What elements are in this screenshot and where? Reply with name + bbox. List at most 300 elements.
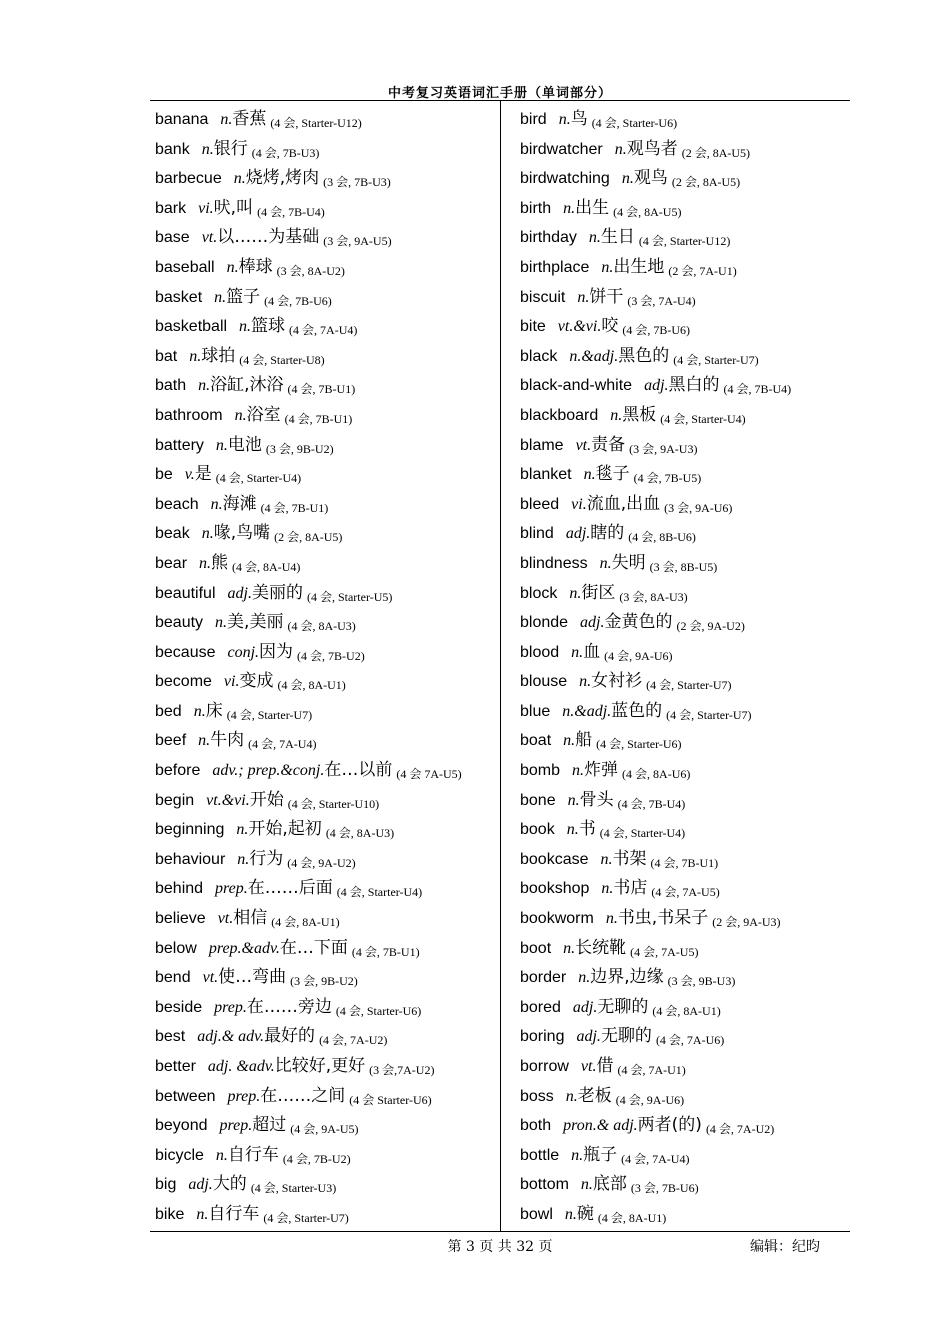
- vocab-entry: [155, 489, 495, 519]
- entry-word: bookworm: [520, 910, 594, 928]
- entry-part-of-speech: n.: [558, 111, 571, 128]
- vocab-entry: [155, 104, 495, 134]
- entry-level-unit: (4 会, 7B-U4): [723, 382, 792, 397]
- entry-level-unit: (4 会, 7B-U6): [622, 323, 691, 338]
- entry-word: beginning: [155, 821, 225, 839]
- entry-level-unit: (2 会, 8A-U5): [671, 175, 741, 190]
- entry-meaning: 流血,出血: [586, 493, 661, 514]
- vocab-entry: [155, 1081, 495, 1111]
- entry-part-of-speech: vi.: [223, 673, 240, 691]
- entry-meaning: 长统靴: [575, 937, 627, 958]
- entry-level-unit: (4 会, 9A-U6): [604, 648, 673, 663]
- entry-part-of-speech: n.: [226, 258, 239, 276]
- entry-part-of-speech: n.: [189, 347, 202, 365]
- vocab-entry: [520, 725, 850, 755]
- entry-part-of-speech: adj.: [576, 1028, 601, 1046]
- entry-meaning: 骨头: [579, 789, 614, 810]
- entry-meaning: 喙,鸟嘴: [213, 523, 271, 544]
- vocab-entry: [520, 489, 850, 519]
- entry-word: base: [155, 229, 190, 247]
- entry-word: blame: [520, 436, 564, 454]
- right-column: [520, 104, 850, 1229]
- entry-word: bomb: [520, 762, 561, 780]
- vocab-entry: [155, 1199, 495, 1229]
- entry-word: bottle: [520, 1146, 560, 1164]
- vocab-entry: [155, 252, 495, 282]
- entry-part-of-speech: adj. &adv.: [207, 1058, 275, 1075]
- entry-part-of-speech: vt.: [201, 229, 218, 247]
- entry-word: bend: [155, 969, 191, 987]
- entry-level-unit: (4 会, 8A-U1): [271, 915, 340, 930]
- vocab-entry: [520, 282, 850, 312]
- entry-level-unit: (4 会, Starter-U8): [239, 352, 325, 367]
- entry-level-unit: (4 会, 7B-U5): [633, 471, 702, 486]
- entry-word: beef: [155, 732, 187, 750]
- entry-part-of-speech: n.: [201, 140, 214, 158]
- entry-word: birthday: [520, 229, 577, 247]
- vocab-entry: [520, 134, 850, 164]
- vocab-entry: [520, 311, 850, 341]
- vocab-entry: [520, 755, 850, 785]
- vocab-entry: [520, 341, 850, 371]
- vocab-entry: [155, 193, 495, 223]
- vocab-entry: [155, 755, 495, 785]
- entry-word: bear: [155, 554, 188, 572]
- entry-level-unit: (4 会, 8B-U6): [628, 530, 696, 545]
- entry-meaning: 变成: [239, 671, 274, 692]
- entry-word: barbecue: [155, 170, 222, 188]
- entry-part-of-speech: n.: [198, 732, 211, 750]
- entry-level-unit: (4 会, Starter-U4): [215, 471, 302, 486]
- entry-part-of-speech: n.: [214, 288, 227, 306]
- entry-part-of-speech: n.: [237, 850, 250, 868]
- entry-word: better: [155, 1058, 196, 1075]
- vocab-entry: [520, 1140, 850, 1170]
- entry-word: blanket: [520, 466, 572, 484]
- entry-level-unit: (4 会, 8A-U1): [597, 1210, 667, 1225]
- entry-word: blonde: [520, 614, 569, 632]
- vocab-entry: [520, 607, 850, 637]
- entry-part-of-speech: n.: [600, 850, 613, 868]
- entry-meaning: 碗: [576, 1203, 594, 1224]
- entry-level-unit: (3 会, 7A-U4): [627, 293, 696, 308]
- entry-part-of-speech: n.: [564, 1205, 577, 1223]
- entry-level-unit: (3 会, 9B-U3): [667, 974, 736, 989]
- entry-meaning: 咬: [601, 316, 619, 337]
- entry-part-of-speech: adj.: [565, 525, 591, 543]
- entry-level-unit: (2 会, 9A-U3): [712, 915, 781, 930]
- entry-part-of-speech: n.: [566, 821, 579, 839]
- entry-word: bark: [155, 199, 187, 217]
- entry-word: beauty: [155, 614, 204, 632]
- entry-word: before: [155, 762, 201, 780]
- entry-meaning: 瞎的: [590, 523, 625, 544]
- entry-level-unit: (3 会, 8A-U2): [276, 263, 345, 278]
- entry-meaning: 街区: [581, 582, 616, 603]
- entry-level-unit: (4 会, 7A-U5): [630, 944, 699, 959]
- entry-meaning: 超过: [252, 1115, 287, 1136]
- entry-meaning: 比较好,更好: [274, 1056, 366, 1076]
- entry-part-of-speech: n.: [563, 939, 576, 957]
- vocab-entry: [155, 1169, 495, 1199]
- entry-level-unit: (4 会, Starter-U4): [336, 885, 423, 900]
- vocab-entry: [520, 193, 850, 223]
- entry-part-of-speech: n.: [571, 643, 584, 661]
- page-number: 第 3 页 共 32 页: [447, 1239, 553, 1255]
- entry-meaning: 血: [583, 641, 601, 662]
- vocab-entry: [520, 104, 850, 134]
- entry-meaning: 烧烤,烤肉: [245, 168, 320, 189]
- entry-meaning: 底部: [592, 1174, 627, 1195]
- entry-part-of-speech: n.: [215, 1146, 228, 1164]
- entry-part-of-speech: n.: [578, 969, 591, 987]
- entry-word: bleed: [520, 495, 560, 513]
- entry-part-of-speech: prep.: [215, 880, 248, 898]
- entry-meaning: 无聊的: [597, 996, 649, 1017]
- entry-level-unit: (4 会, Starter-U6): [335, 1003, 422, 1018]
- entry-word: boring: [520, 1028, 565, 1046]
- vocab-entry: [520, 430, 850, 460]
- entry-part-of-speech: pron.& adj.: [563, 1117, 638, 1135]
- entry-part-of-speech: n.: [201, 525, 214, 543]
- entry-level-unit: (2 会, 7A-U1): [668, 263, 737, 278]
- vocab-entry: [155, 282, 495, 312]
- entry-word: bite: [520, 318, 546, 336]
- entry-meaning: 球拍: [201, 345, 236, 366]
- vocab-entry: [520, 1110, 850, 1140]
- entry-word: between: [155, 1087, 216, 1105]
- entry-part-of-speech: adj.: [572, 998, 598, 1016]
- entry-meaning: 行为: [249, 848, 284, 869]
- entry-level-unit: (4 会, 8A-U5): [613, 204, 682, 219]
- entry-level-unit: (4 会, 7B-U4): [617, 796, 686, 811]
- vocab-entry: [155, 607, 495, 637]
- entry-word: bookshop: [520, 880, 590, 898]
- entry-meaning: 棒球: [238, 256, 273, 277]
- entry-meaning: 在…下面: [279, 937, 348, 958]
- entry-word: black-and-white: [520, 377, 633, 395]
- entry-part-of-speech: n.: [210, 495, 223, 513]
- entry-part-of-speech: vt.: [575, 436, 592, 454]
- entry-level-unit: (4 会, Starter-U6): [591, 116, 678, 130]
- entry-word: book: [520, 821, 555, 839]
- vocab-entry: [520, 1021, 850, 1051]
- entry-word: become: [155, 673, 212, 691]
- entry-part-of-speech: n.: [193, 702, 206, 720]
- entry-part-of-speech: adj.: [227, 584, 252, 602]
- entry-level-unit: (4 会, 7B-U2): [282, 1151, 351, 1166]
- entry-level-unit: (2 会, 8A-U5): [681, 145, 751, 160]
- entry-part-of-speech: adv.; prep.&conj.: [212, 762, 325, 780]
- vocab-entry: [155, 666, 495, 696]
- entry-level-unit: (4 会, Starter-U7): [673, 352, 759, 367]
- entry-meaning: 电池: [227, 434, 262, 455]
- entry-word: bookcase: [520, 850, 589, 868]
- vocab-entry: [520, 1199, 850, 1229]
- entry-part-of-speech: n.: [563, 199, 576, 217]
- entry-meaning: 书虫,书呆子: [617, 908, 709, 929]
- entry-level-unit: (4 会, 7B-U1): [650, 855, 719, 870]
- entry-level-unit: (4 会, 8A-U6): [622, 767, 691, 782]
- entry-part-of-speech: v.: [184, 466, 195, 484]
- entry-level-unit: (4 会, 7B-U6): [264, 293, 332, 308]
- vocab-entry: [155, 903, 495, 933]
- entry-level-unit: (4 会, 7B-U1): [260, 500, 329, 515]
- entry-word: blue: [520, 702, 551, 720]
- entry-level-unit: (4 会, Starter-U7): [263, 1210, 349, 1225]
- entry-part-of-speech: n.: [572, 762, 585, 780]
- entry-word: block: [520, 584, 558, 602]
- entry-level-unit: (3 会, 9A-U6): [664, 500, 733, 515]
- entry-part-of-speech: n.: [234, 406, 247, 424]
- entry-meaning: 书: [578, 819, 596, 840]
- entry-part-of-speech: n.: [233, 170, 246, 188]
- entry-part-of-speech: n.: [198, 377, 211, 395]
- vocab-entry: [520, 814, 850, 844]
- entry-word: blind: [520, 525, 554, 543]
- entry-word: blood: [520, 643, 560, 661]
- vocab-entry: [155, 933, 495, 963]
- entry-level-unit: (4 会, 7A-U4): [621, 1151, 690, 1166]
- entry-part-of-speech: n.: [569, 584, 582, 602]
- entry-level-unit: (3 会,7A-U2): [369, 1063, 435, 1077]
- entry-word: basketball: [155, 318, 228, 336]
- entry-part-of-speech: prep.: [219, 1117, 253, 1135]
- vocab-entry: [520, 518, 850, 548]
- entry-word: big: [155, 1176, 177, 1194]
- entry-part-of-speech: n.: [583, 466, 596, 484]
- entry-meaning: 吠,叫: [213, 197, 254, 218]
- entry-level-unit: (4 会, 9A-U5): [290, 1122, 359, 1137]
- entry-level-unit: (4 会, Starter-U3): [250, 1181, 337, 1196]
- entry-level-unit: (3 会, 8B-U5): [649, 559, 718, 574]
- vocab-entry: [520, 785, 850, 815]
- entry-meaning: 最好的: [264, 1026, 316, 1047]
- entry-meaning: 床: [205, 700, 223, 721]
- entry-part-of-speech: n.: [610, 406, 623, 424]
- entry-part-of-speech: vi.: [571, 495, 587, 513]
- entry-level-unit: (4 会, 7A-U2): [705, 1122, 775, 1137]
- entry-level-unit: (4 会 Starter-U6): [349, 1092, 432, 1107]
- vocab-entry: [520, 933, 850, 963]
- entry-part-of-speech: n.: [236, 821, 249, 839]
- entry-level-unit: (4 会, Starter-U10): [287, 796, 380, 811]
- entry-meaning: 篮球: [251, 316, 286, 337]
- entry-word: bowl: [520, 1205, 553, 1223]
- entry-part-of-speech: n.: [215, 436, 228, 454]
- vocab-entry: [155, 1051, 495, 1081]
- vocab-entry: [520, 992, 850, 1022]
- entry-part-of-speech: n.: [239, 318, 252, 336]
- column-divider: [500, 100, 501, 1231]
- entry-part-of-speech: vt.: [580, 1058, 597, 1075]
- entry-level-unit: (4 会, 8A-U4): [232, 559, 301, 574]
- entry-meaning: 开始: [249, 789, 284, 810]
- entry-meaning: 船: [575, 730, 593, 751]
- entry-part-of-speech: n.: [601, 880, 614, 898]
- entry-level-unit: (2 会, 9A-U2): [676, 619, 745, 634]
- entry-word: borrow: [520, 1058, 569, 1075]
- entry-meaning: 自行车: [227, 1144, 279, 1165]
- entry-level-unit: (3 会, 9B-U2): [265, 441, 334, 456]
- entry-meaning: 大的: [212, 1174, 247, 1195]
- entry-part-of-speech: vi.: [198, 199, 214, 217]
- entry-word: bath: [155, 377, 187, 395]
- vocab-entry: [155, 785, 495, 815]
- entry-word: beyond: [155, 1117, 208, 1135]
- entry-word: bathroom: [155, 406, 223, 424]
- entry-level-unit: (4 会, 7B-U3): [251, 145, 320, 160]
- vocab-entry: [155, 873, 495, 903]
- entry-level-unit: (3 会, 8A-U3): [619, 589, 688, 604]
- entry-word: battery: [155, 436, 204, 454]
- entry-meaning: 失明: [611, 552, 646, 573]
- entry-part-of-speech: n.: [565, 1087, 578, 1105]
- vocab-entry: [155, 962, 495, 992]
- vocab-entry: [520, 873, 850, 903]
- entry-meaning: 书店: [613, 878, 648, 899]
- entry-part-of-speech: n.: [621, 170, 634, 188]
- entry-part-of-speech: n.: [577, 288, 590, 306]
- entry-meaning: 借: [596, 1056, 614, 1076]
- entry-level-unit: (4 会, 7A-U2): [319, 1033, 388, 1048]
- entry-level-unit: (4 会, 7B-U1): [351, 944, 420, 959]
- entry-word: best: [155, 1028, 186, 1046]
- vocab-entry: [520, 163, 850, 193]
- entry-level-unit: (4 会, Starter-U6): [596, 737, 682, 752]
- entry-meaning: 香蕉: [232, 109, 267, 129]
- entry-level-unit: (4 会, Starter-U4): [660, 411, 746, 426]
- entry-meaning: 老板: [577, 1085, 612, 1106]
- vocab-entry: [155, 459, 495, 489]
- entry-level-unit: (4 会, 7B-U2): [297, 648, 365, 663]
- entry-word: beautiful: [155, 584, 216, 602]
- entry-word: birthplace: [520, 258, 590, 276]
- vocab-entry: [520, 1081, 850, 1111]
- entry-part-of-speech: adj.: [188, 1176, 213, 1194]
- vocab-entry: [520, 1051, 850, 1081]
- entry-word: beach: [155, 495, 199, 513]
- entry-meaning: 两者(的): [637, 1115, 702, 1136]
- vocab-entry: [520, 1169, 850, 1199]
- entry-level-unit: (3 会, 7B-U3): [323, 175, 391, 190]
- vocab-entry: [520, 844, 850, 874]
- entry-meaning: 海滩: [222, 493, 257, 514]
- entry-word: beside: [155, 998, 203, 1016]
- entry-meaning: 书架: [612, 848, 647, 869]
- entry-level-unit: (4 会, Starter-U4): [599, 826, 686, 841]
- entry-part-of-speech: vt.: [202, 969, 219, 987]
- entry-word: biscuit: [520, 288, 566, 306]
- entry-meaning: 在…以前: [324, 760, 393, 781]
- entry-word: birth: [520, 199, 552, 217]
- entry-level-unit: (4 会, 7B-U4): [257, 204, 325, 219]
- entry-level-unit: (3 会, 9A-U5): [323, 234, 392, 249]
- entry-word: bed: [155, 702, 182, 720]
- entry-level-unit: (3 会, 9A-U3): [629, 441, 698, 456]
- entry-meaning: 美,美丽: [227, 612, 284, 633]
- entry-word: boat: [520, 732, 552, 750]
- entry-meaning: 毯子: [595, 464, 630, 485]
- vocab-entry: [520, 962, 850, 992]
- vocab-entry: [155, 430, 495, 460]
- entry-level-unit: (4 会, 7A-U5): [651, 885, 720, 900]
- entry-part-of-speech: n.: [563, 732, 576, 750]
- entry-part-of-speech: prep.: [214, 998, 247, 1016]
- entry-meaning: 出生地: [613, 256, 665, 277]
- entry-meaning: 观鸟者: [626, 138, 678, 159]
- entry-part-of-speech: n.: [571, 1146, 584, 1164]
- entry-meaning: 金黄色的: [604, 612, 673, 633]
- entry-level-unit: (4 会, 7B-U1): [284, 411, 353, 426]
- entry-meaning: 女衬衫: [591, 671, 643, 692]
- entry-level-unit: (4 会, 7A-U4): [289, 323, 358, 338]
- entry-word: blouse: [520, 673, 568, 691]
- entry-part-of-speech: n.: [199, 554, 212, 572]
- entry-meaning: 饼干: [589, 286, 624, 307]
- entry-meaning: 黑白的: [668, 375, 720, 396]
- entry-level-unit: (4 会, Starter-U7): [226, 707, 313, 722]
- entry-word: blackboard: [520, 406, 599, 424]
- entry-part-of-speech: n.: [588, 229, 601, 247]
- entry-part-of-speech: conj.: [227, 643, 260, 661]
- entry-part-of-speech: n.: [614, 140, 627, 158]
- entry-word: bored: [520, 998, 561, 1016]
- entry-word: believe: [155, 910, 206, 928]
- entry-meaning: 牛肉: [210, 730, 245, 751]
- entry-part-of-speech: vt.: [217, 910, 234, 928]
- vocab-entry: [520, 666, 850, 696]
- entry-word: boot: [520, 939, 552, 957]
- vocab-entry: [520, 637, 850, 667]
- entry-level-unit: (4 会, 8A-U3): [287, 619, 356, 634]
- vocab-entry: [155, 992, 495, 1022]
- entry-part-of-speech: prep.&adv.: [208, 939, 280, 957]
- vocab-entry: [520, 400, 850, 430]
- vocab-entry: [520, 903, 850, 933]
- entry-word: bone: [520, 791, 556, 809]
- entry-part-of-speech: prep.: [227, 1087, 261, 1105]
- entry-word: begin: [155, 791, 195, 809]
- entry-word: because: [155, 643, 216, 661]
- entry-part-of-speech: n.: [580, 1176, 593, 1194]
- entry-part-of-speech: n.: [579, 673, 592, 691]
- entry-word: bird: [520, 111, 547, 128]
- entry-part-of-speech: n.: [196, 1205, 209, 1223]
- entry-word: border: [520, 969, 567, 987]
- entry-meaning: 生日: [600, 227, 635, 248]
- vocab-entry: [520, 252, 850, 282]
- entry-meaning: 浴室: [246, 404, 281, 425]
- entry-level-unit: (4 会, Starter-U7): [666, 707, 752, 722]
- entry-meaning: 在……旁边: [246, 996, 332, 1017]
- entry-part-of-speech: n.: [567, 791, 580, 809]
- entry-word: beak: [155, 525, 190, 543]
- entry-word: birdwatcher: [520, 140, 603, 158]
- entry-word: banana: [155, 111, 209, 128]
- entry-part-of-speech: vt.&vi.: [206, 791, 250, 809]
- vocab-entry: [155, 311, 495, 341]
- page-header-title: 中考复习英语词汇手册（单词部分）: [387, 86, 612, 101]
- vocab-entry: [155, 163, 495, 193]
- entry-level-unit: (3 会, 7B-U6): [630, 1181, 699, 1196]
- vocab-entry: [155, 1110, 495, 1140]
- entry-meaning: 蓝色的: [611, 700, 663, 721]
- entry-meaning: 银行: [213, 138, 248, 159]
- entry-meaning: 瓶子: [583, 1144, 618, 1165]
- entry-meaning: 美丽的: [251, 582, 303, 603]
- vocab-entry: [155, 222, 495, 252]
